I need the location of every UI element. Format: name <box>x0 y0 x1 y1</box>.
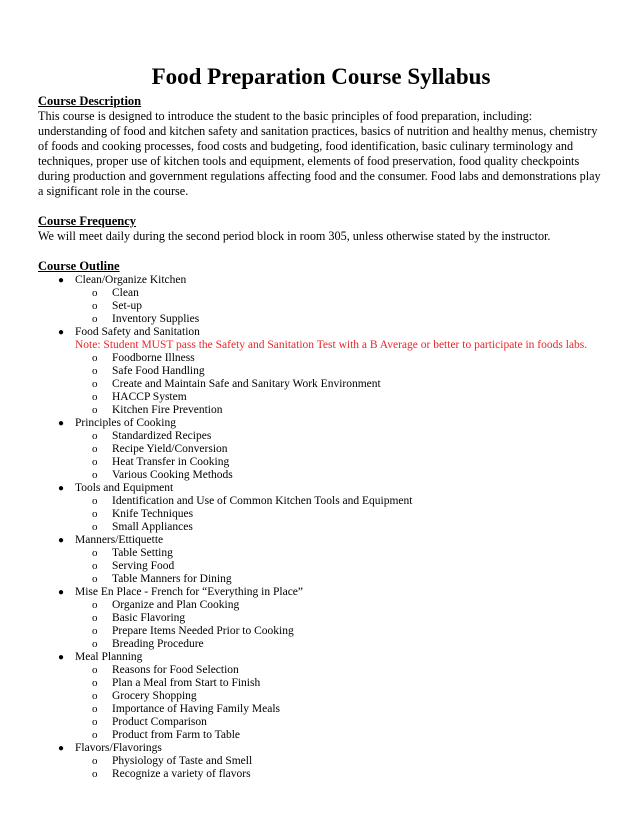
outline-sub-item <box>38 560 604 573</box>
outline-sub-item-label: Table Setting <box>112 547 173 559</box>
outline-item <box>38 274 604 326</box>
hollow-circle-icon: o <box>92 508 98 520</box>
hollow-circle-icon: o <box>92 430 98 442</box>
outline-sub-item-label: Prepare Items Needed Prior to Cooking <box>112 625 294 637</box>
outline-sub-item-label: Create and Maintain Safe and Sanitary Work Environment <box>112 378 381 390</box>
outline-sub-item <box>38 508 604 521</box>
hollow-circle-icon: o <box>92 768 98 780</box>
outline-item <box>38 534 604 586</box>
outline-sub-item <box>38 729 604 742</box>
outline-sub-item-label: Organize and Plan Cooking <box>112 599 240 611</box>
outline-item-label: Tools and Equipment <box>75 482 174 494</box>
hollow-circle-icon: o <box>92 313 98 325</box>
outline-sub-item-label: Various Cooking Methods <box>112 469 233 481</box>
outline-item-label: Food Safety and Sanitation <box>75 326 200 338</box>
bullet-icon: ● <box>58 418 65 429</box>
outline-sub-item-label: Plan a Meal from Start to Finish <box>112 677 261 689</box>
bullet-icon: ● <box>58 275 65 286</box>
outline-sub-item <box>38 690 604 703</box>
outline-sub-item <box>38 677 604 690</box>
outline-sub-list <box>75 755 604 781</box>
hollow-circle-icon: o <box>92 599 98 611</box>
outline-sub-item-label: Identification and Use of Common Kitchen Tools and Equipment <box>112 495 413 507</box>
outline-sub-item-label: Clean <box>112 287 139 299</box>
outline-sub-item <box>38 547 604 560</box>
bullet-icon: ● <box>58 327 65 338</box>
outline-sub-item <box>38 287 604 300</box>
outline-sub-item-label: Safe Food Handling <box>112 365 205 377</box>
hollow-circle-icon: o <box>92 729 98 741</box>
outline-sub-item <box>38 716 604 729</box>
outline-item-label: Flavors/Flavorings <box>75 742 162 754</box>
outline-sub-item <box>38 430 604 443</box>
outline-sub-item <box>38 612 604 625</box>
outline-sub-item <box>38 703 604 716</box>
outline-sub-item <box>38 456 604 469</box>
hollow-circle-icon: o <box>92 677 98 689</box>
outline-sub-item <box>38 599 604 612</box>
course-description-heading: Course Description <box>38 94 142 108</box>
bullet-icon: ● <box>58 652 65 663</box>
outline-sub-list <box>75 430 604 482</box>
outline-sub-item <box>38 404 604 417</box>
outline-sub-item <box>38 391 604 404</box>
outline-sub-item-label: Standardized Recipes <box>112 430 212 442</box>
hollow-circle-icon: o <box>92 638 98 650</box>
outline-sub-item-label: Kitchen Fire Prevention <box>112 404 223 416</box>
outline-item <box>38 326 604 417</box>
outline-sub-item-label: Heat Transfer in Cooking <box>112 456 230 468</box>
outline-sub-item-label: Breading Procedure <box>112 638 204 650</box>
outline-sub-list <box>75 352 604 417</box>
outline-sub-item <box>38 521 604 534</box>
outline-sub-item <box>38 378 604 391</box>
hollow-circle-icon: o <box>92 352 98 364</box>
page-title: Food Preparation Course Syllabus <box>151 64 491 89</box>
outline-sub-item-label: Basic Flavoring <box>112 612 186 624</box>
outline-sub-item-label: Reasons for Food Selection <box>112 664 239 676</box>
outline-sub-list <box>75 495 604 534</box>
section-spacer <box>38 244 604 259</box>
outline-item <box>38 651 604 742</box>
hollow-circle-icon: o <box>92 703 98 715</box>
outline-item <box>38 417 604 482</box>
outline-sub-item-label: Product from Farm to Table <box>112 729 241 741</box>
hollow-circle-icon: o <box>92 365 98 377</box>
section-spacer <box>38 199 604 214</box>
outline-item-label: Meal Planning <box>75 651 143 663</box>
hollow-circle-icon: o <box>92 755 98 767</box>
hollow-circle-icon: o <box>92 456 98 468</box>
outline-sub-item-label: Set-up <box>112 300 143 312</box>
outline-sub-list <box>75 287 604 326</box>
outline-sub-item <box>38 469 604 482</box>
outline-sub-item <box>38 625 604 638</box>
outline-sub-item-label: Foodborne Illness <box>112 352 195 364</box>
course-outline-heading: Course Outline <box>38 259 120 273</box>
hollow-circle-icon: o <box>92 391 98 403</box>
outline-sub-item <box>38 365 604 378</box>
outline-sub-item-label: Importance of Having Family Meals <box>112 703 280 715</box>
outline-sub-item-label: Inventory Supplies <box>112 313 200 325</box>
outline-sub-item-label: Serving Food <box>112 560 175 572</box>
hollow-circle-icon: o <box>92 612 98 624</box>
bullet-icon: ● <box>58 535 65 546</box>
hollow-circle-icon: o <box>92 404 98 416</box>
hollow-circle-icon: o <box>92 378 98 390</box>
outline-sub-item-label: HACCP System <box>112 391 187 403</box>
outline-sub-item-label: Grocery Shopping <box>112 690 197 702</box>
course-description-text: This course is designed to introduce the student to the basic principles of food preparation, including: understanding of food and kitchen safety and sanitation practices, basics of nutrition and healthy menus, chemistry of foods and cooking processes, food costs and budgeting, food identification, basic culinary terminology and techniques, proper use of kitchen tools and equipment, elements of food preservation, food quality checkpoints during production and government regulations affecting food and the consumer. Food labs and demonstrations play a significant role in the course. <box>38 109 601 198</box>
outline-item-label: Mise En Place - French for “Everything in Place” <box>75 586 304 598</box>
outline-sub-item <box>38 638 604 651</box>
hollow-circle-icon: o <box>92 664 98 676</box>
bullet-icon: ● <box>58 587 65 598</box>
course-frequency-text: We will meet daily during the second period block in room 305, unless otherwise stated by the instructor. <box>38 229 551 243</box>
outline-sub-item <box>38 495 604 508</box>
outline-item <box>38 482 604 534</box>
outline-item-label: Manners/Ettiquette <box>75 534 164 546</box>
outline-item-label: Clean/Organize Kitchen <box>75 274 187 286</box>
outline-sub-item-label: Small Appliances <box>112 521 193 533</box>
syllabus-page <box>38 60 604 781</box>
hollow-circle-icon: o <box>92 625 98 637</box>
bullet-icon: ● <box>58 483 65 494</box>
hollow-circle-icon: o <box>92 443 98 455</box>
outline-sub-item-label: Table Manners for Dining <box>112 573 232 585</box>
outline-item-label: Principles of Cooking <box>75 417 176 429</box>
outline-item <box>38 586 604 651</box>
outline-sub-item <box>38 768 604 781</box>
hollow-circle-icon: o <box>92 495 98 507</box>
hollow-circle-icon: o <box>92 547 98 559</box>
outline-sub-item-label: Physiology of Taste and Smell <box>112 755 253 767</box>
hollow-circle-icon: o <box>92 573 98 585</box>
outline-sub-item <box>38 573 604 586</box>
hollow-circle-icon: o <box>92 300 98 312</box>
course-outline-list <box>38 274 604 781</box>
hollow-circle-icon: o <box>92 521 98 533</box>
outline-sub-item-label: Recipe Yield/Conversion <box>112 443 228 455</box>
outline-sub-item <box>38 300 604 313</box>
hollow-circle-icon: o <box>92 287 98 299</box>
outline-sub-item <box>38 664 604 677</box>
outline-item <box>38 742 604 781</box>
bullet-icon: ● <box>58 743 65 754</box>
outline-sub-item-label: Recognize a variety of flavors <box>112 768 251 780</box>
outline-sub-item <box>38 443 604 456</box>
outline-sub-item-label: Product Comparison <box>112 716 207 728</box>
hollow-circle-icon: o <box>92 690 98 702</box>
hollow-circle-icon: o <box>92 716 98 728</box>
outline-sub-list <box>75 664 604 742</box>
course-frequency-heading: Course Frequency <box>38 214 137 228</box>
hollow-circle-icon: o <box>92 560 98 572</box>
outline-item-note: Note: Student MUST pass the Safety and Sanitation Test with a B Average or better to participate in foods labs. <box>75 339 588 351</box>
outline-sub-item-label: Knife Techniques <box>112 508 194 520</box>
outline-sub-item <box>38 313 604 326</box>
outline-sub-list <box>75 599 604 651</box>
hollow-circle-icon: o <box>92 469 98 481</box>
outline-sub-item <box>38 352 604 365</box>
outline-sub-list <box>75 547 604 586</box>
outline-sub-item <box>38 755 604 768</box>
